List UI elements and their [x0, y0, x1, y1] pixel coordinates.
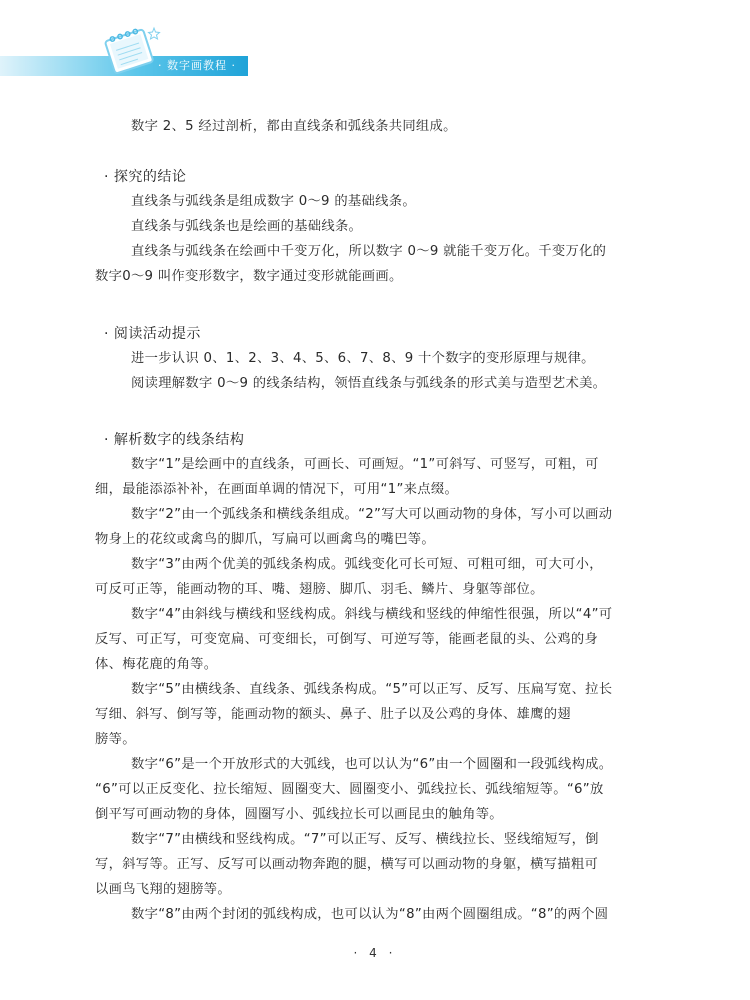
text-line: 可反可正等，能画动物的耳、嘴、翅膀、脚爪、羽毛、鳞片、身躯等部位。	[95, 582, 544, 597]
text-line: 数字“7”由横线和竖线构成。“7”可以正写、反写、横线拉长、竖线缩短写，倒	[131, 832, 599, 847]
text-line: 数字“2”由一个弧线条和横线条组成。“2”写大可以画动物的身体，写小可以画动	[131, 507, 613, 522]
text-line: 数字“3”由两个优美的弧线条构成。弧线变化可长可短、可粗可细，可大可小，	[131, 557, 603, 572]
section-heading-line-structure: · 解析数字的线条结构	[104, 432, 245, 448]
text-line: 以画鸟飞翔的翅膀等。	[95, 882, 231, 897]
text-line: 写，斜写等。正写、反写可以画动物奔跑的腿，横写可以画动物的身躯，横写描粗可	[95, 857, 599, 872]
text-line: 阅读理解数字 0～9 的线条结构，领悟直线条与弧线条的形式美与造型艺术美。	[131, 376, 607, 391]
text-line: 直线条与弧线条是组成数字 0～9 的基础线条。	[131, 194, 416, 209]
text-line: 膀等。	[95, 732, 136, 747]
section-heading-conclusion: · 探究的结论	[104, 169, 187, 185]
notebook-clip-icon	[96, 20, 166, 82]
page-number: · 4 ·	[353, 946, 397, 960]
text-line: 数字“6”是一个开放形式的大弧线，也可以认为“6”由一个圆圈和一段弧线构成。	[131, 757, 613, 772]
text-line: “6”可以正反变化、拉长缩短、圆圈变大、圆圈变小、弧线拉长、弧线缩短等。“6”放	[95, 782, 604, 797]
text-line: 直线条与弧线条也是绘画的基础线条。	[131, 219, 363, 234]
text-line: 写细、斜写、倒写等，能画动物的额头、鼻子、肚子以及公鸡的身体、雄鹰的翅	[95, 707, 571, 722]
text-line: 数字“8”由两个封闭的弧线构成，也可以认为“8”由两个圆圈组成。“8”的两个圆	[131, 907, 609, 922]
text-line: 数字0～9 叫作变形数字，数字通过变形就能画画。	[95, 269, 403, 284]
text-line: 数字“1”是绘画中的直线条，可画长、可画短。“1”可斜写、可竖写，可粗，可	[131, 457, 599, 472]
text-line: 倒平写可画动物的身体，圆圈写小、弧线拉长可以画昆虫的触角等。	[95, 807, 503, 822]
text-line: 物身上的花纹或禽鸟的脚爪，写扁可以画禽鸟的嘴巴等。	[95, 532, 435, 547]
text-line: 进一步认识 0、1、2、3、4、5、6、7、8、9 十个数字的变形原理与规律。	[131, 351, 595, 366]
text-line: 数字“4”由斜线与横线和竖线构成。斜线与横线和竖线的伸缩性很强，所以“4”可	[131, 607, 613, 622]
section-heading-reading-tips: · 阅读活动提示	[104, 326, 201, 342]
text-line: 反写、可正写，可变宽扁、可变细长，可倒写、可逆写等，能画老鼠的头、公鸡的身	[95, 632, 599, 647]
intro-paragraph: 数字 2、5 经过剖析，都由直线条和弧线条共同组成。	[131, 119, 457, 134]
text-line: 细，最能添添补补，在画面单调的情况下，可用“1”来点缀。	[95, 482, 459, 497]
header-title: · 数字画教程 ·	[158, 59, 236, 72]
text-line: 数字“5”由横线条、直线条、弧线条构成。“5”可以正写、反写、压扁写宽、拉长	[131, 682, 613, 697]
text-line: 直线条与弧线条在绘画中千变万化，所以数字 0～9 就能千变万化。千变万化的	[131, 244, 607, 259]
text-line: 体、梅花鹿的角等。	[95, 657, 218, 672]
